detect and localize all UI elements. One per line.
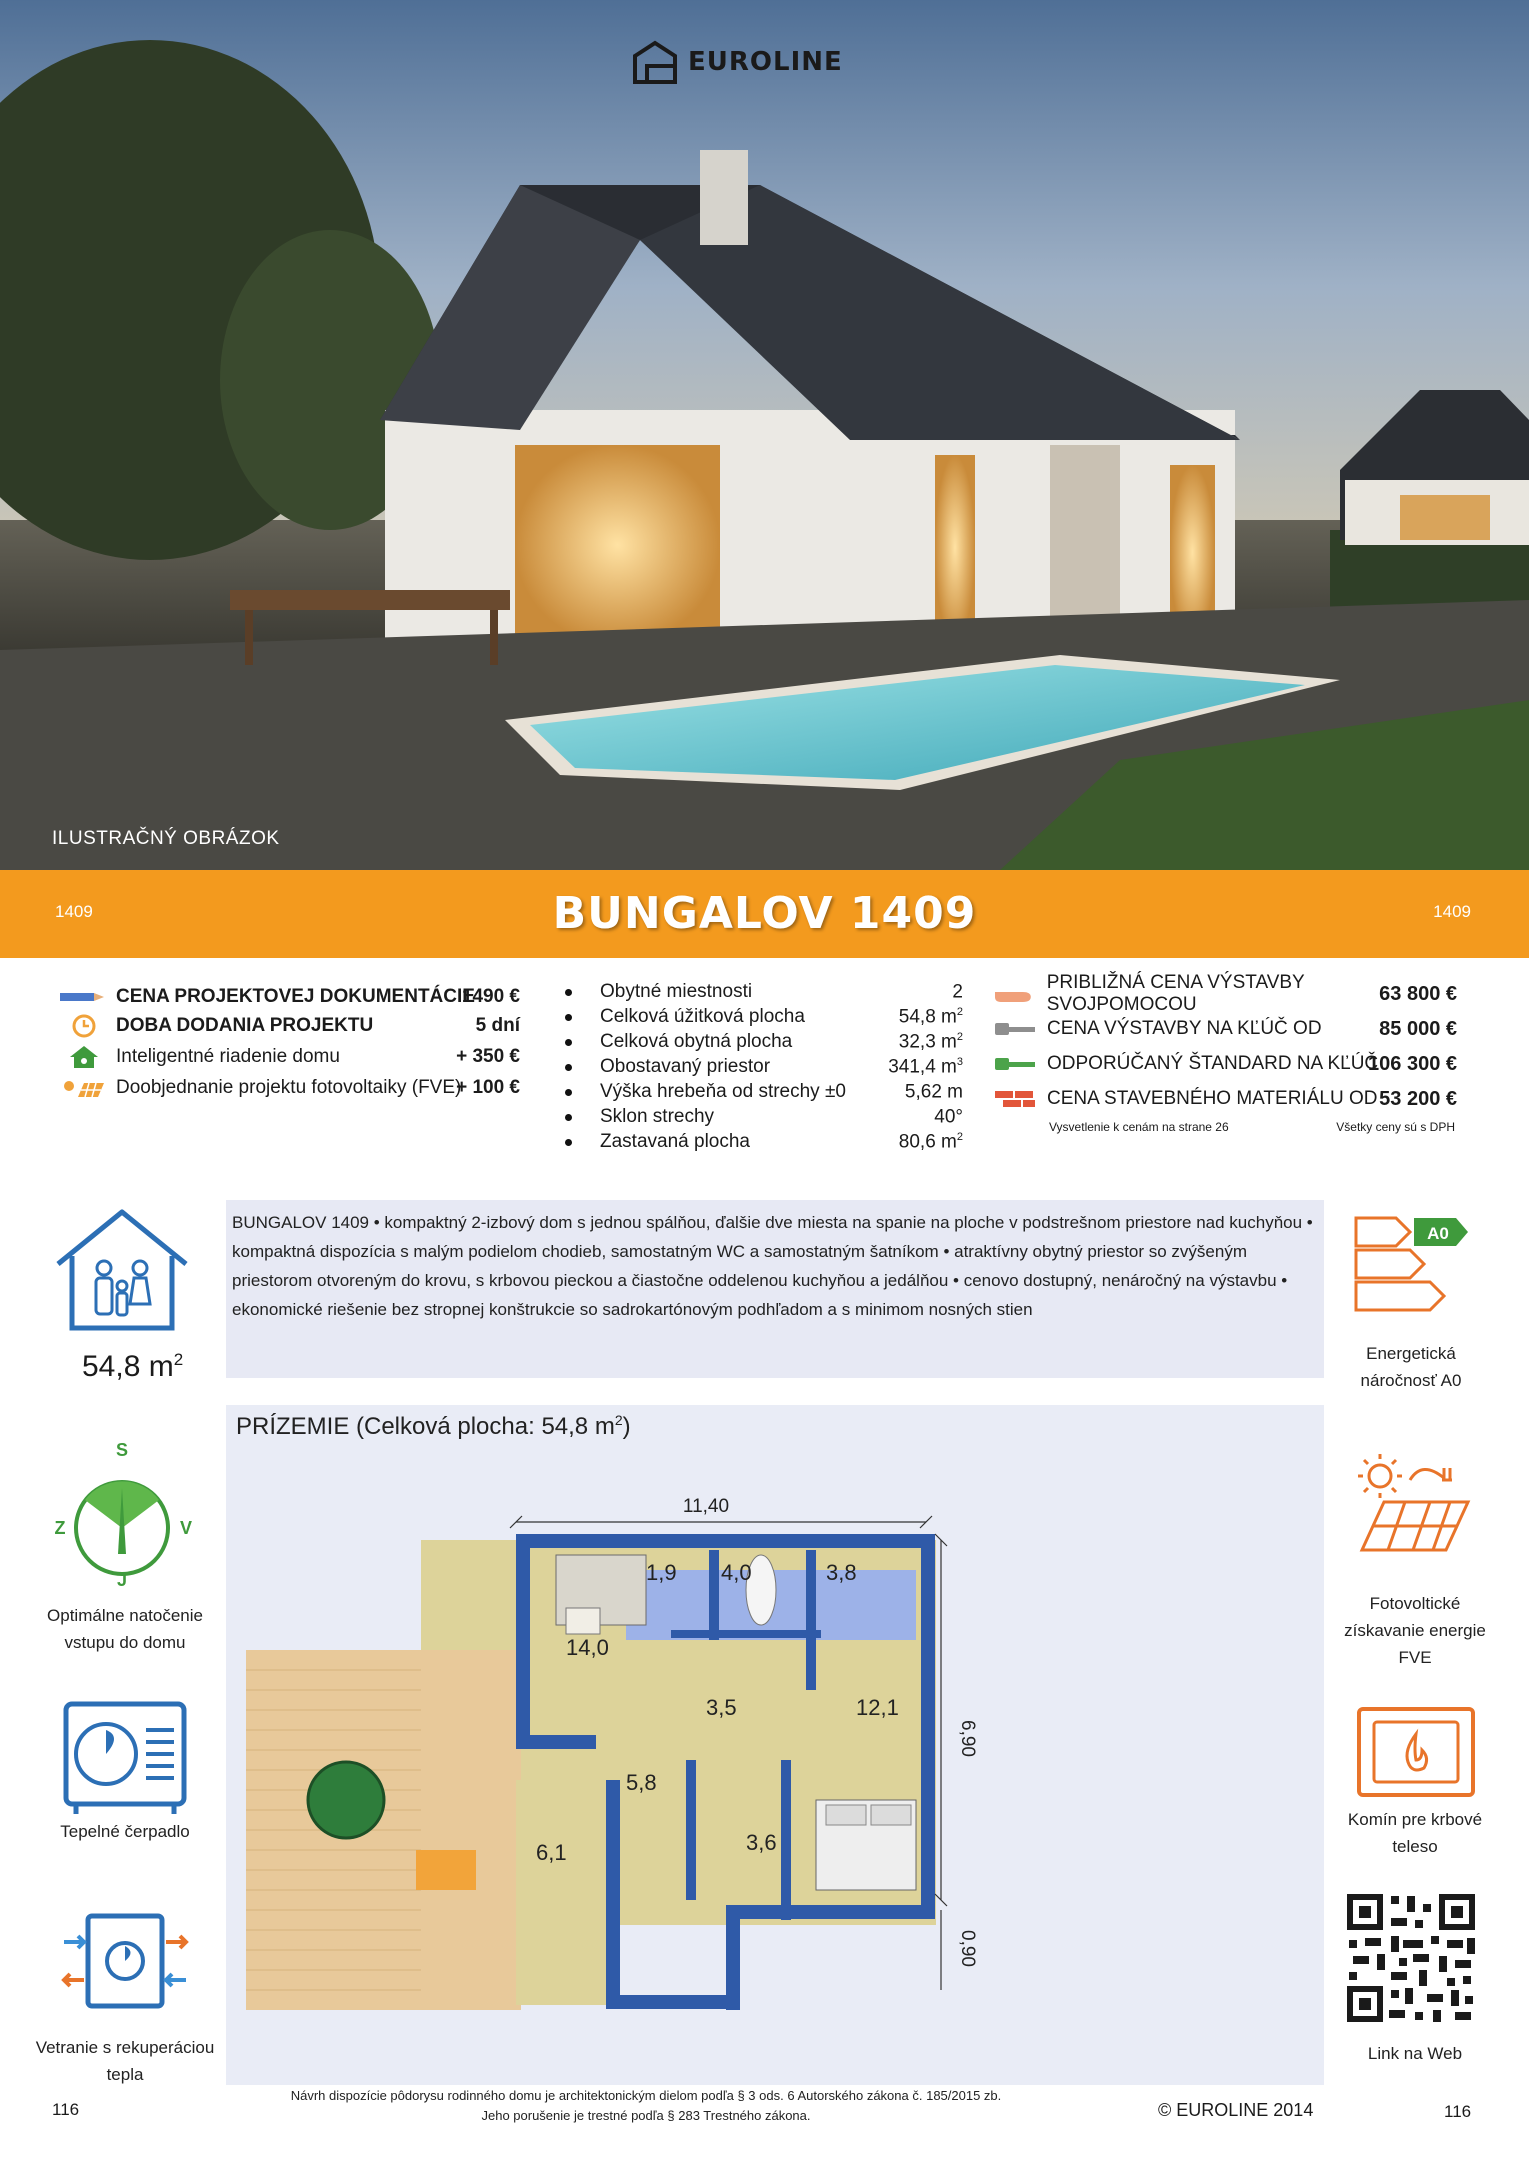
hero-image [0, 0, 1529, 870]
price-value: 53 200 € [1379, 1087, 1457, 1110]
qr-code[interactable] [1343, 1890, 1479, 2026]
info-label: Doobjednanie projektu fotovoltaiky (FVE) [116, 1077, 462, 1098]
price-row [993, 1050, 1457, 1078]
house-illustration [0, 0, 1529, 870]
price-label: PRIBLIŽNÁ CENA VÝSTAVBY SVOJPOMOCOU [1046, 972, 1305, 1015]
param-row [565, 1080, 963, 1104]
legal-line-2: Jeho porušenie je trestné podľa § 283 Trestného zákona. [481, 2108, 811, 2123]
house-logo-icon [632, 40, 678, 84]
param-row [565, 1105, 963, 1129]
feature-label-photovoltaic: Fotovoltické získavanie energie FVE [1344, 1594, 1486, 1667]
info-row [60, 984, 520, 1010]
project-code-left: 1409 [55, 902, 93, 921]
compass-icon [52, 1434, 192, 1590]
floorplan-title: PRÍZEMIE (Celková plocha: 54,8 $m^2$) [236, 1412, 631, 1440]
dimension-width: 11,40 [682, 1496, 730, 1517]
feature-label-heat-pump: Tepelné čerpadlo [60, 1822, 190, 1841]
smart-home-icon [60, 1044, 104, 1070]
floorplan-drawing [226, 1460, 1324, 2080]
prices [993, 972, 1457, 1138]
compass-south: J [116, 1570, 128, 1590]
param-row [565, 980, 963, 1004]
info-value: 5 dní [475, 1015, 520, 1036]
room-area: 14,0 [566, 1635, 609, 1660]
page-title: BUNGALOV 1409 [552, 888, 977, 939]
solar-panel-icon [60, 1075, 104, 1101]
price-label: CENA STAVEBNÉHO MATERIÁLU OD [1047, 1088, 1378, 1109]
project-code-right: 1409 [1433, 902, 1471, 921]
bullet [565, 1114, 572, 1121]
family-house-icon [52, 1208, 192, 1333]
price-row [993, 972, 1457, 1015]
compass-north: S [115, 1440, 129, 1460]
copyright: © EUROLINE 2014 [1158, 2100, 1314, 2120]
photovoltaic-icon [1350, 1450, 1478, 1558]
param-label: Celková úžitková plocha [600, 1006, 805, 1027]
project-info [60, 980, 520, 1110]
room-area: 4,0 [721, 1560, 752, 1585]
title-bar [0, 870, 1529, 958]
info-label: CENA PROJEKTOVEJ DOKUMENTÁCIE [116, 986, 475, 1007]
key-gray-icon [993, 1017, 1037, 1041]
param-row [565, 1055, 963, 1079]
price-row [993, 1015, 1457, 1043]
room-area: 1,9 [646, 1560, 677, 1585]
brand-logo[interactable] [632, 40, 843, 84]
key-green-icon [993, 1052, 1037, 1076]
page-number-right: 116 [1444, 2102, 1472, 2121]
param-label: Celková obytná plocha [600, 1031, 793, 1052]
energy-badge: A0 [1427, 1224, 1449, 1243]
info-row [60, 1044, 520, 1070]
feature-label-orientation: Optimálne natočenie vstupu do domu [47, 1606, 203, 1652]
param-value: 2 [952, 981, 963, 1003]
info-value: 1490 € [461, 986, 520, 1007]
room-area: 3,5 [706, 1695, 737, 1720]
price-value: 106 300 € [1368, 1052, 1457, 1075]
info-label: DOBA DODANIA PROJEKTU [116, 1015, 374, 1036]
prices-note-link[interactable]: Vysvetlenie k cenám na strane 26 [1049, 1120, 1229, 1134]
price-label: CENA VÝSTAVBY NA KĽÚČ OD [1047, 1018, 1322, 1039]
fireplace-icon [1356, 1706, 1476, 1798]
legal-note [226, 2086, 1066, 2126]
price-value: 63 800 € [1379, 982, 1457, 1005]
param-row [565, 1130, 963, 1154]
param-value: 40° [934, 1106, 963, 1128]
bullet [565, 1089, 572, 1096]
energy-class-icon [1352, 1214, 1470, 1324]
param-row [565, 1005, 963, 1029]
bullet [565, 1064, 572, 1071]
hand-icon [993, 982, 1037, 1006]
room-area: 5,8 [626, 1770, 657, 1795]
clock-icon [60, 1013, 104, 1039]
param-value: 5,62 m [904, 1081, 963, 1103]
bricks-icon [993, 1087, 1037, 1111]
bullet [565, 1014, 572, 1021]
price-row [993, 1085, 1457, 1113]
bullet [565, 1139, 572, 1146]
bullet [565, 989, 572, 996]
param-label: Obostavaný priestor [600, 1056, 771, 1077]
info-value: + 100 € [456, 1077, 520, 1098]
feature-label-recuperation: Vetranie s rekuperáciou tepla [35, 2038, 215, 2084]
heat-pump-icon [62, 1700, 188, 1818]
room-area: 12,1 [856, 1695, 899, 1720]
param-value: 54,8 $m^2$ [898, 1005, 963, 1028]
info-row [60, 1013, 520, 1039]
feature-label-energy: Energetická náročnosť A0 [1360, 1344, 1462, 1390]
compass-west: Z [54, 1518, 66, 1538]
dimension-height: 6,90 [957, 1720, 978, 1757]
param-label: Zastavaná plocha [600, 1131, 750, 1152]
param-label: Obytné miestnosti [600, 981, 753, 1002]
page-number-left: 116 [52, 2100, 80, 2119]
room-area: 6,1 [536, 1840, 567, 1865]
param-row [565, 1030, 963, 1054]
description-text: BUNGALOV 1409 • kompaktný 2-izbový dom s jednou spálňou, ďalšie dve miesta na spanie na ploche v podstrešnom priestore nad kuchyňou • kompaktná dispozícia s malým podielom chodieb, samostatným WC a samostatným šatníkom • atraktívny obytný priestor so zvýšeným priestorom otvoreným do krovu, s krbovou pieckou a čiastočne oddelenou kuchyňou a jedálňou • cenovo dostupný, nenáročný na výstavbu • ekonomické riešenie bez stropnej konštrukcie so sadrokartónovým podhľadom a s minimom nosných stien [232, 1213, 1313, 1319]
legal-line-1: Návrh dispozície pôdorysu rodinného domu je architektonickým dielom podľa § 3 ods. 6 Autorského zákona č. 185/2015 zb. [290, 2088, 1002, 2103]
pencil-icon [60, 990, 104, 1004]
prices-note-vat: Všetky ceny sú s DPH [1336, 1120, 1455, 1134]
web-link-label[interactable]: Link na Web [1367, 2044, 1463, 2063]
price-label: ODPORÚČANÝ ŠTANDARD NA KĽÚČ [1047, 1053, 1379, 1074]
param-value: 341,4 $m^3$ [888, 1055, 963, 1078]
price-value: 85 000 € [1379, 1017, 1457, 1040]
parameters-list [565, 980, 963, 1155]
param-value: 32,3 $m^2$ [898, 1030, 963, 1053]
param-value: 80,6 $m^2$ [898, 1130, 963, 1153]
compass-east: V [179, 1518, 192, 1538]
recuperation-icon [60, 1906, 190, 2016]
feature-label-chimney: Komín pre krbové teleso [1347, 1810, 1483, 1856]
param-label: Sklon strechy [600, 1106, 715, 1127]
brand-name: EUROLINE [688, 47, 843, 77]
bullet [565, 1039, 572, 1046]
living-area: 54,8 $m^2$ [82, 1350, 184, 1383]
room-area: 3,6 [746, 1830, 777, 1855]
info-row [60, 1075, 520, 1101]
param-label: Výška hrebeňa od strechy ±0 [600, 1081, 846, 1102]
dimension-extra: 0,90 [957, 1930, 978, 1967]
hero-caption: ILUSTRAČNÝ OBRÁZOK [52, 828, 280, 849]
room-area: 3,8 [826, 1560, 857, 1585]
info-label: Inteligentné riadenie domu [116, 1046, 340, 1067]
info-value: + 350 € [456, 1046, 520, 1067]
